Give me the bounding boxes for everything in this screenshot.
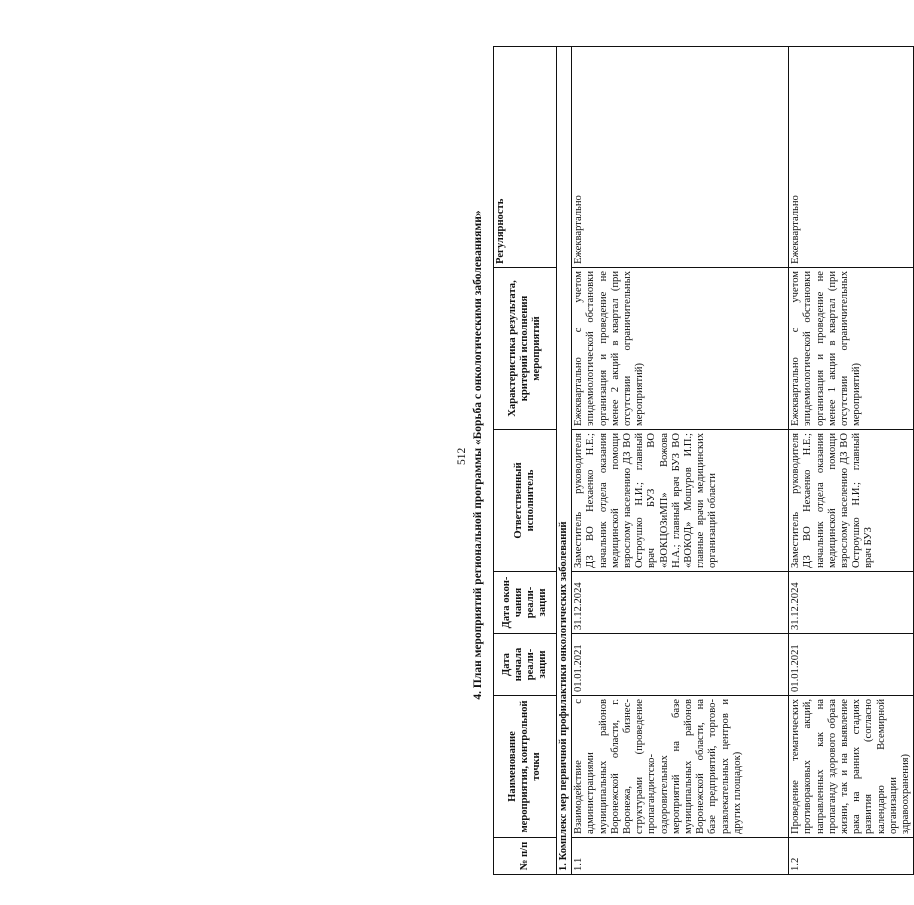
header-cell: Дата начала реали-зации <box>494 634 557 696</box>
table-row <box>572 47 789 875</box>
header-cell: Наименование мероприятия, контрольной точки <box>494 696 557 838</box>
start-date: 01.01.2021 <box>572 634 789 696</box>
page-number: 512 <box>456 447 468 465</box>
regularity: Ежеквартально <box>789 47 914 268</box>
header-cell: № п/п <box>494 838 557 875</box>
header-cell: Характеристика результата, критерий исполнения мероприятий <box>494 268 557 430</box>
header-cell: Регулярность <box>494 47 557 268</box>
end-date: 31.12.2024 <box>789 572 914 634</box>
document-title: 4. План мероприятий региональной программы «Борьба с онкологическими заболеваниями» <box>472 210 484 700</box>
result-criteria: Ежеквартально с учетом эпидемиологической обстановки организация и проведение не менее 1 акции в квартал (при отсутствии ограничительных мероприятий) <box>789 268 914 430</box>
row-number: 1.2 <box>789 838 914 875</box>
start-date: 01.01.2021 <box>789 634 914 696</box>
responsible: Заместитель руководителя ДЗ ВО Нехаенко Н.Е.; начальник отдела оказания медицинской помощи взрослому населению ДЗ ВО Остроушко Н.И.; главный врач БУЗ <box>789 430 914 572</box>
regularity: Ежеквартально <box>572 47 789 268</box>
header-cell: Дата окон-чания реали-зации <box>494 572 557 634</box>
table-row <box>789 47 914 875</box>
header-cell: Ответственный исполнитель <box>494 430 557 572</box>
result-criteria: Ежеквартально с учетом эпидемиологической обстановки организация и проведение не менее 2 акций в квартал (при отсутствии ограничительных мероприятий) <box>572 268 789 430</box>
plan-table <box>493 46 914 875</box>
section-title: 1. Комплекс мер первичной профилактики онкологических заболеваний <box>557 47 572 875</box>
end-date: 31.12.2024 <box>572 572 789 634</box>
responsible: Заместитель руководителя ДЗ ВО Нехаенко Н.Е.; начальник отдела оказания медицинской помощи взрослому населению ДЗ ВО Остроушко Н.И.; главный врач БУЗ ВО «ВОКЦОЗиМП» Вожова Н.А.; главный врач БУЗ ВО «ВОКОД» Мошуров И.П.; главные врачи медицинских организаций области <box>572 430 789 572</box>
row-number: 1.1 <box>572 838 789 875</box>
measure-name: Взаимодействие с администрациями муниципальных районов Воронежской области, г. Воронежа, бизнес-структурами (проведение пропагандистско-оздоровительных мероприятий на базе муниципальных районов Воронежской области, на базе предприятий, торгово-развлекательных центров и других площадок) <box>572 696 789 838</box>
table-header-row <box>494 47 557 875</box>
measure-name: Проведение тематических противораковых акций, направленных как на пропаганду здорового образа жизни, так и на выявление рака на ранних стадиях развития (согласно календарю Всемирной организации здравоохранения) <box>789 696 914 838</box>
section-row <box>557 47 572 875</box>
